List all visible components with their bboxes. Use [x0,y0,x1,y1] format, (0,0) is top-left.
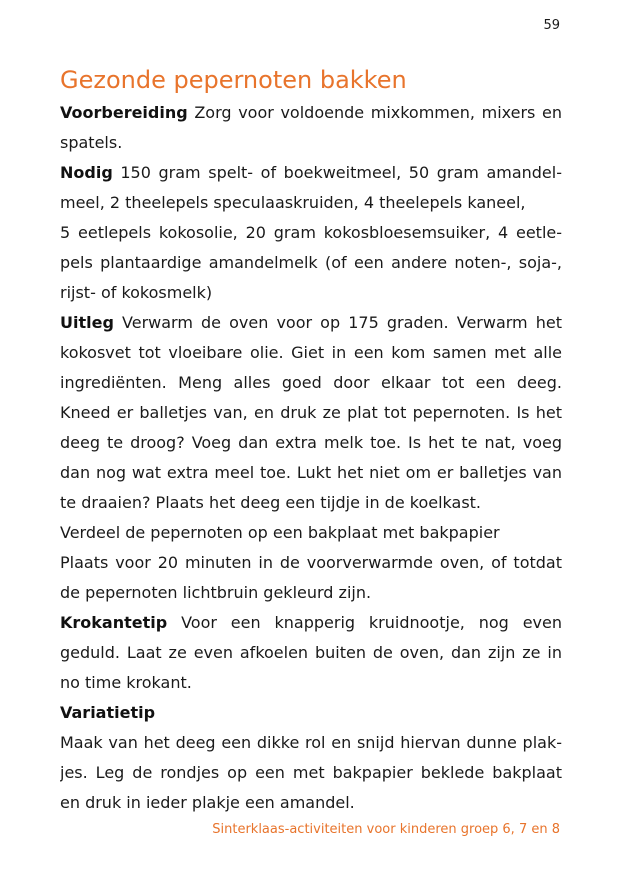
line-text: Verwarm de oven voor op 175 graden. Verwarm het [113,313,562,332]
text-line [60,278,562,308]
text-line [60,218,562,248]
line-text: de pepernoten lichtbruin gekleurd zijn. [60,583,372,602]
line-text: Plaats voor 20 minuten in de voorverwarmde oven, of totdat [60,553,562,572]
text-line [60,518,562,548]
text-line [60,548,562,578]
line-text: meel, 2 theelepels speculaaskruiden, 4 theelepels kaneel, [60,193,526,212]
page-title: Gezonde pepernoten bakken [60,66,407,94]
text-line [60,728,562,758]
line-text: 5 eetlepels kokosolie, 20 gram kokosbloesemsuiker, 4 eetle- [60,223,562,242]
line-text: Maak van het deeg een dikke rol en snijd hiervan dunne plak- [60,733,562,752]
text-line [60,758,562,788]
line-text: Voor een knapperig kruidnootje, nog even [167,613,562,632]
text-line [60,578,562,608]
text-line [60,248,562,278]
section-label: Voorbereiding [60,103,188,122]
line-text: en druk in ieder plakje een amandel. [60,793,355,812]
section-label: Uitleg [60,313,114,332]
text-line [60,188,562,218]
line-text: 150 gram spelt- of boekweitmeel, 50 gram amandel- [112,163,562,182]
text-line [60,98,562,128]
section-label: Nodig [60,163,113,182]
text-line [60,158,562,188]
recipe-body [60,98,562,818]
line-text: Zorg voor voldoende mixkommen, mixers en [187,103,562,122]
line-text: jes. Leg de rondjes op een met bakpapier beklede bakplaat [60,763,562,782]
text-line [60,458,562,488]
text-line [60,368,562,398]
text-line [60,608,562,638]
line-text: dan nog wat extra meel toe. Lukt het niet om er balletjes van [60,463,562,482]
line-text: geduld. Laat ze even afkoelen buiten de oven, dan zijn ze in [60,643,562,662]
text-line [60,488,562,518]
line-text: te draaien? Plaats het deeg een tijdje in de koelkast. [60,493,482,512]
text-line [60,338,562,368]
page-number: 59 [543,18,560,33]
text-line [60,128,562,158]
line-text: ingrediënten. Meng alles goed door elkaar tot een deeg. [60,373,562,392]
text-line [60,398,562,428]
line-text: rijst- of kokosmelk) [60,283,213,302]
text-line [60,788,562,818]
text-line [60,668,562,698]
footer-text: Sinterklaas-activiteiten voor kinderen groep 6, 7 en 8 [212,822,560,837]
text-line [60,638,562,668]
line-text: Kneed er balletjes van, en druk ze plat tot pepernoten. Is het [60,403,562,422]
text-line [60,698,562,728]
section-label: Variatietip [60,703,156,722]
line-text: deeg te droog? Voeg dan extra melk toe. Is het te nat, voeg [60,433,562,452]
section-label: Krokantetip [60,613,168,632]
line-text: no time krokant. [60,673,192,692]
line-text: kokosvet tot vloeibare olie. Giet in een kom samen met alle [60,343,562,362]
text-line [60,308,562,338]
line-text: spatels. [60,133,123,152]
line-text: pels plantaardige amandelmelk (of een andere noten-, soja-, [60,253,562,272]
text-line [60,428,562,458]
line-text: Verdeel de pepernoten op een bakplaat met bakpapier [60,523,500,542]
